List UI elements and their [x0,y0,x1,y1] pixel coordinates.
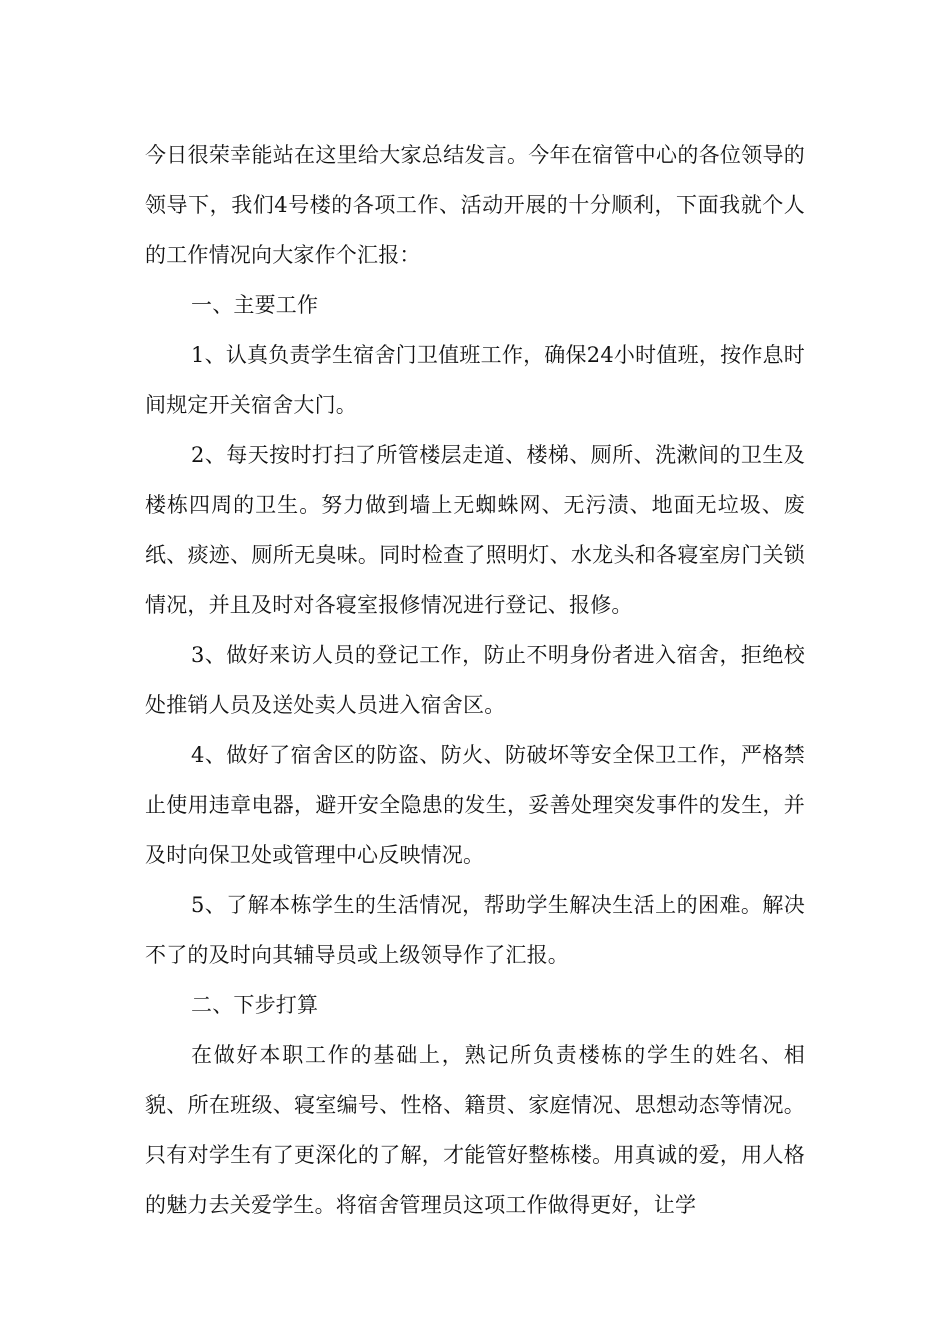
intro-paragraph: 今日很荣幸能站在这里给大家总结发言。今年在宿管中心的各位领导的领导下，我们4号楼的各项工作、活动开展的十分顺利，下面我就个人的工作情况向大家作个汇报： [145,143,805,267]
work-item-1: 1、认真负责学生宿舍门卫值班工作，确保24小时值班，按作息时间规定开关宿舍大门。 [145,343,805,417]
document-body [145,130,805,1230]
next-steps-paragraph: 在做好本职工作的基础上，熟记所负责楼栋的学生的姓名、相貌、所在班级、寝室编号、性格、籍贯、家庭情况、思想动态等情况。只有对学生有了更深化的了解，才能管好整栋楼。用真诚的爱，用人格的魅力去关爱学生。将宿舍管理员这项工作做得更好，让学 [145,1043,805,1217]
work-item-3: 3、做好来访人员的登记工作，防止不明身份者进入宿舍，拒绝校处推销人员及送处卖人员进入宿舍区。 [145,643,805,717]
work-item-2: 2、每天按时打扫了所管楼层走道、楼梯、厕所、洗漱间的卫生及楼栋四周的卫生。努力做到墙上无蜘蛛网、无污渍、地面无垃圾、废纸、痰迹、厕所无臭味。同时检查了照明灯、水龙头和各寝室房门关锁情况，并且及时对各寝室报修情况进行登记、报修。 [145,443,805,617]
section-heading-main-work: 一、主要工作 [191,293,319,317]
work-item-4: 4、做好了宿舍区的防盗、防火、防破坏等安全保卫工作，严格禁止使用违章电器，避开安全隐患的发生，妥善处理突发事件的发生，并及时向保卫处或管理中心反映情况。 [145,743,805,867]
section-heading-next-steps: 二、下步打算 [191,993,319,1017]
work-item-5: 5、了解本栋学生的生活情况，帮助学生解决生活上的困难。解决不了的及时向其辅导员或上级领导作了汇报。 [145,893,805,967]
